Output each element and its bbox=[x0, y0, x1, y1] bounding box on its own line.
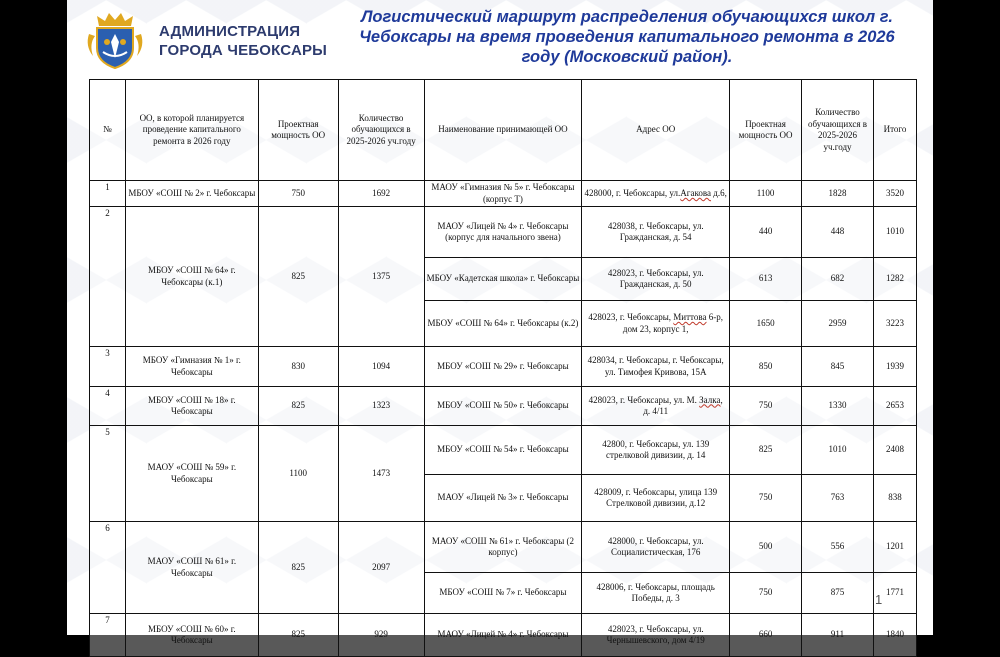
table-row bbox=[90, 207, 917, 258]
receiving-school: МБОУ «СОШ № 64» г. Чебоксары (к.2) bbox=[424, 301, 582, 347]
school-capacity: 825 bbox=[258, 614, 338, 657]
col-header-capacity: Проектная мощность ОО bbox=[258, 80, 338, 181]
address-text: 428023, г. Чебоксары, bbox=[588, 312, 674, 322]
col-header-num: № bbox=[90, 80, 126, 181]
school-students: 1473 bbox=[338, 426, 424, 522]
row-number: 3 bbox=[90, 347, 126, 387]
row-total: 1840 bbox=[873, 614, 916, 657]
receiving-address bbox=[582, 347, 730, 387]
school-students: 1692 bbox=[338, 181, 424, 207]
col-header-students: Количество обучающихся в 2025-2026 уч.году bbox=[338, 80, 424, 181]
table-row bbox=[90, 387, 917, 426]
receiving-address bbox=[582, 522, 730, 573]
route-table bbox=[89, 79, 917, 657]
col-header-receiving-capacity: Проектная мощность ОО bbox=[730, 80, 802, 181]
address-text: 428000, г. Чебоксары, ул. Социалистическая, 176 bbox=[607, 535, 704, 557]
school-students: 929 bbox=[338, 614, 424, 657]
row-number: 4 bbox=[90, 387, 126, 426]
admin-name-line1: АДМИНИСТРАЦИЯ bbox=[159, 23, 301, 40]
row-total: 3223 bbox=[873, 301, 916, 347]
col-header-total: Итого bbox=[873, 80, 916, 181]
receiving-students: 845 bbox=[802, 347, 874, 387]
planned-school: МБОУ «СОШ № 18» г. Чебоксары bbox=[125, 387, 258, 426]
receiving-address bbox=[582, 426, 730, 475]
school-capacity: 830 bbox=[258, 347, 338, 387]
address-text-tail: , д. 4/11 bbox=[643, 394, 723, 416]
row-number: 5 bbox=[90, 426, 126, 522]
address-text-underlined: Агакова bbox=[680, 187, 712, 198]
school-capacity: 825 bbox=[258, 207, 338, 347]
row-number: 6 bbox=[90, 522, 126, 614]
receiving-capacity: 825 bbox=[730, 426, 802, 475]
receiving-school: МАОУ «Лицей № 3» г. Чебоксары bbox=[424, 475, 582, 522]
cheboksary-emblem-icon bbox=[85, 12, 145, 70]
receiving-address bbox=[582, 207, 730, 258]
planned-school: МБОУ «СОШ № 60» г. Чебоксары bbox=[125, 614, 258, 657]
address-text-underlined: Миттова bbox=[673, 312, 707, 322]
receiving-capacity: 440 bbox=[730, 207, 802, 258]
row-total: 838 bbox=[873, 475, 916, 522]
row-number: 2 bbox=[90, 207, 126, 347]
receiving-address bbox=[582, 301, 730, 347]
receiving-school: МБОУ «СОШ № 7» г. Чебоксары bbox=[424, 573, 582, 614]
address-text: 428000, г. Чебоксары, ул. bbox=[584, 187, 681, 198]
row-number: 7 bbox=[90, 614, 126, 657]
receiving-capacity: 500 bbox=[730, 522, 802, 573]
receiving-students: 763 bbox=[802, 475, 874, 522]
receiving-capacity: 660 bbox=[730, 614, 802, 657]
address-text-tail: д.6, bbox=[711, 187, 727, 198]
planned-school: МБОУ «СОШ № 64» г. Чебоксары (к.1) bbox=[125, 207, 258, 347]
row-total: 1939 bbox=[873, 347, 916, 387]
receiving-capacity: 750 bbox=[730, 387, 802, 426]
receiving-capacity: 750 bbox=[730, 573, 802, 614]
row-total: 1010 bbox=[873, 207, 916, 258]
receiving-address bbox=[582, 181, 730, 207]
row-total: 1201 bbox=[873, 522, 916, 573]
address-text: 428038, г. Чебоксары, ул. Гражданская, д. 54 bbox=[607, 220, 704, 242]
planned-school: МБОУ «Гимназия № 1» г. Чебоксары bbox=[125, 347, 258, 387]
receiving-capacity: 613 bbox=[730, 258, 802, 301]
receiving-school: МБОУ «Кадетская школа» г. Чебоксары bbox=[424, 258, 582, 301]
receiving-school: МАОУ «СОШ № 61» г. Чебоксары (2 корпус) bbox=[424, 522, 582, 573]
receiving-students: 1010 bbox=[802, 426, 874, 475]
school-students: 1375 bbox=[338, 207, 424, 347]
table-body bbox=[90, 181, 917, 657]
planned-school: МАОУ «СОШ № 59» г. Чебоксары bbox=[125, 426, 258, 522]
row-total: 2653 bbox=[873, 387, 916, 426]
address-text: 428009, г. Чебоксары, улица 139 Стрелковой дивизии, д.12 bbox=[594, 486, 718, 508]
planned-school: МБОУ «СОШ № 2» г. Чебоксары bbox=[125, 181, 258, 207]
row-number: 1 bbox=[90, 181, 126, 207]
receiving-students: 1330 bbox=[802, 387, 874, 426]
receiving-capacity: 850 bbox=[730, 347, 802, 387]
col-header-receiving-students: Количество обучающихся в 2025-2026 уч.году bbox=[802, 80, 874, 181]
receiving-school: МАОУ «Лицей № 4» г. Чебоксары (корпус для начального звена) bbox=[424, 207, 582, 258]
administration-name bbox=[159, 22, 327, 60]
page-title: Логистический маршрут распределения обучающихся школ г. Чебоксары на время проведения капитального ремонта в 2026 году (Московский район). bbox=[359, 8, 895, 66]
col-header-receiving: Наименование принимающей ОО bbox=[424, 80, 582, 181]
row-total: 1771 bbox=[873, 573, 916, 614]
receiving-capacity: 1650 bbox=[730, 301, 802, 347]
receiving-school: МАОУ «Лицей № 4» г. Чебоксары bbox=[424, 614, 582, 657]
address-text: 428006, г. Чебоксары, площадь Победы, д. 3 bbox=[596, 581, 715, 603]
address-text: 428023, г. Чебоксары, ул. Гражданская, д. 50 bbox=[607, 267, 704, 289]
receiving-students: 875 bbox=[802, 573, 874, 614]
school-capacity: 750 bbox=[258, 181, 338, 207]
receiving-address bbox=[582, 387, 730, 426]
receiving-school: МБОУ «СОШ № 50» г. Чебоксары bbox=[424, 387, 582, 426]
receiving-school: МБОУ «СОШ № 54» г. Чебоксары bbox=[424, 426, 582, 475]
school-students: 2097 bbox=[338, 522, 424, 614]
school-capacity: 1100 bbox=[258, 426, 338, 522]
table-header-row bbox=[90, 80, 917, 181]
receiving-students: 556 bbox=[802, 522, 874, 573]
receiving-address bbox=[582, 258, 730, 301]
document-page bbox=[67, 0, 933, 645]
receiving-address bbox=[582, 573, 730, 614]
address-text: 428023, г. Чебоксары, ул. М. bbox=[588, 394, 700, 405]
address-text: 42800, г. Чебоксары, ул. 139 стрелковой дивизии, д. 14 bbox=[602, 438, 710, 460]
admin-name-line2: ГОРОДА ЧЕБОКСАРЫ bbox=[159, 42, 328, 59]
receiving-capacity: 750 bbox=[730, 475, 802, 522]
receiving-school: МБОУ «СОШ № 29» г. Чебоксары bbox=[424, 347, 582, 387]
receiving-address bbox=[582, 475, 730, 522]
row-total: 1282 bbox=[873, 258, 916, 301]
receiving-students: 448 bbox=[802, 207, 874, 258]
table-row bbox=[90, 522, 917, 573]
row-total: 3520 bbox=[873, 181, 916, 207]
receiving-students: 682 bbox=[802, 258, 874, 301]
receiving-students: 2959 bbox=[802, 301, 874, 347]
col-header-school-planned: ОО, в которой планируется проведение капитального ремонта в 2026 году bbox=[125, 80, 258, 181]
table-row bbox=[90, 181, 917, 207]
table-row bbox=[90, 614, 917, 657]
receiving-school: МАОУ «Гимназия № 5» г. Чебоксары (корпус Т) bbox=[424, 181, 582, 207]
receiving-students: 1828 bbox=[802, 181, 874, 207]
school-students: 1094 bbox=[338, 347, 424, 387]
address-text: 428023, г. Чебоксары, ул. Чернышевского, дом 4/19 bbox=[606, 623, 705, 645]
receiving-capacity: 1100 bbox=[730, 181, 802, 207]
school-capacity: 825 bbox=[258, 387, 338, 426]
page-number: 1 bbox=[875, 592, 883, 607]
school-students: 1323 bbox=[338, 387, 424, 426]
table-row bbox=[90, 426, 917, 475]
receiving-address bbox=[582, 614, 730, 657]
receiving-students: 911 bbox=[802, 614, 874, 657]
col-header-address: Адрес ОО bbox=[582, 80, 730, 181]
row-total: 2408 bbox=[873, 426, 916, 475]
school-capacity: 825 bbox=[258, 522, 338, 614]
table-row bbox=[90, 347, 917, 387]
planned-school: МАОУ «СОШ № 61» г. Чебоксары bbox=[125, 522, 258, 614]
header bbox=[67, 0, 933, 75]
address-text: 428034, г. Чебоксары, г. Чебоксары, ул. Тимофея Кривова, 15А bbox=[587, 355, 724, 377]
address-text-underlined: Залка bbox=[699, 394, 721, 405]
address-text-tail: 6-р, дом 23, корпус 1, bbox=[622, 312, 723, 334]
